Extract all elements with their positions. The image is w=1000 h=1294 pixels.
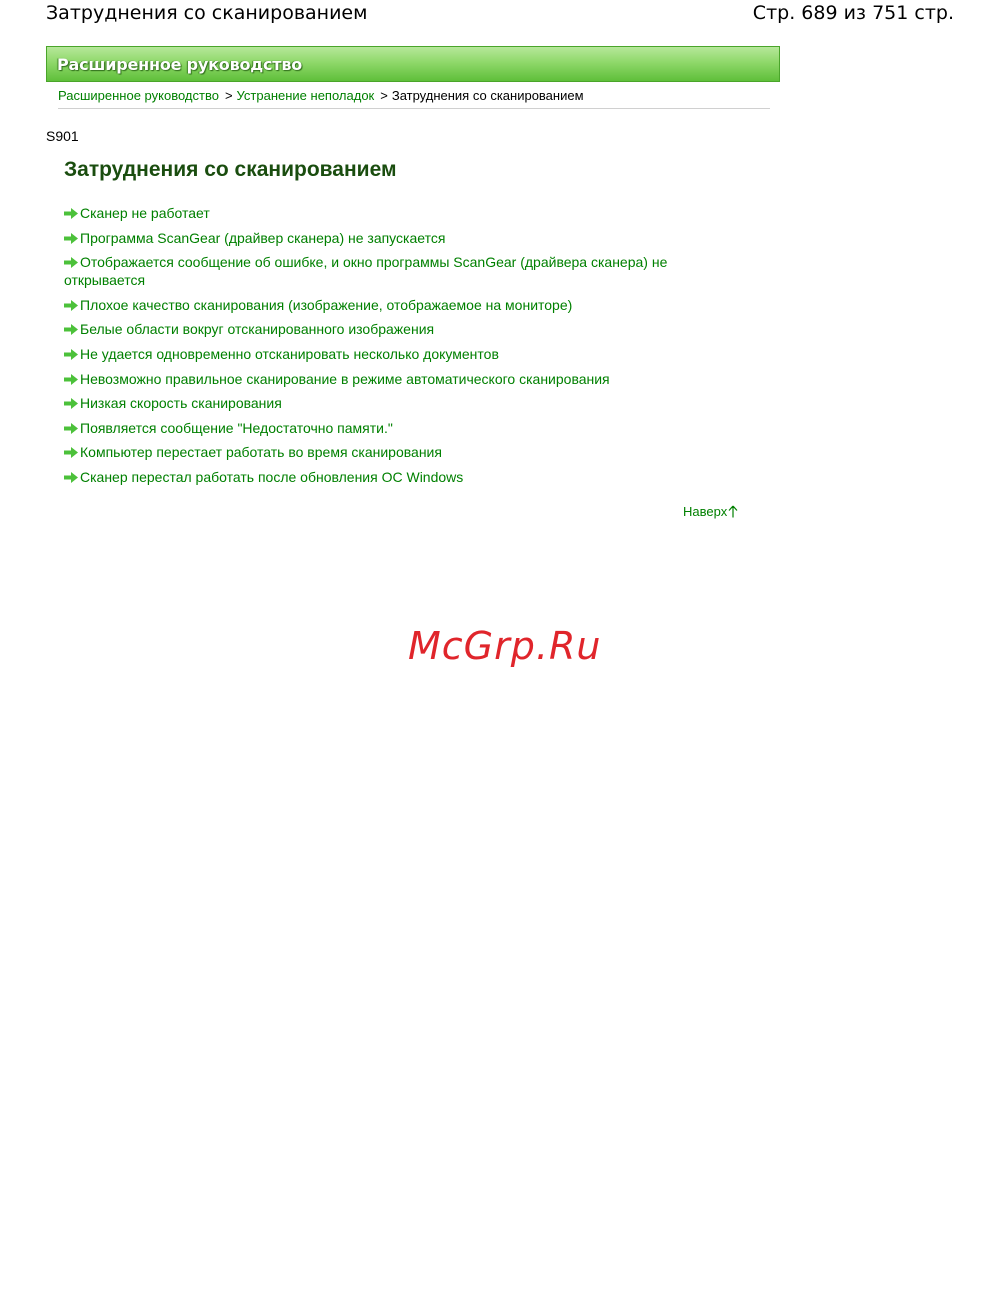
topic-link[interactable]: Программа ScanGear (драйвер сканера) не запускается <box>80 229 446 246</box>
topic-link[interactable]: Плохое качество сканирования (изображение, отображаемое на мониторе) <box>80 296 573 313</box>
list-item <box>64 320 744 338</box>
green-right-arrow-icon <box>64 374 78 385</box>
topic-link[interactable]: Невозможно правильное сканирование в режиме автоматического сканирования <box>80 370 610 387</box>
topic-link[interactable]: Отображается сообщение об ошибке, и окно программы ScanGear (драйвера сканера) не открывается <box>64 254 668 289</box>
green-right-arrow-icon <box>64 208 78 219</box>
green-right-arrow-icon <box>64 233 78 244</box>
back-to-top-link[interactable] <box>683 504 738 519</box>
breadcrumb <box>58 88 584 103</box>
breadcrumb-link-troubleshooting[interactable]: Устранение неполадок <box>236 88 375 103</box>
green-right-arrow-icon <box>64 398 78 409</box>
green-right-arrow-icon <box>64 423 78 434</box>
list-item <box>64 468 744 486</box>
topic-link[interactable]: Не удается одновременно отсканировать несколько документов <box>80 345 499 362</box>
watermark: McGrp.Ru <box>408 624 602 668</box>
banner-title: Расширенное руководство <box>57 55 303 74</box>
green-right-arrow-icon <box>64 324 78 335</box>
topic-link[interactable]: Белые области вокруг отсканированного изображения <box>80 321 435 338</box>
topic-link-list <box>64 204 744 493</box>
green-right-arrow-icon <box>64 349 78 360</box>
topic-link[interactable]: Появляется сообщение "Недостаточно памяти." <box>80 419 393 436</box>
breadcrumb-current: Затруднения со сканированием <box>391 88 584 103</box>
back-to-top-label: Наверх <box>683 504 728 519</box>
topic-link[interactable]: Сканер не работает <box>80 205 210 221</box>
list-item <box>64 229 744 247</box>
list-item <box>64 443 744 461</box>
list-item <box>64 296 744 314</box>
up-arrow-icon <box>728 505 738 518</box>
page-counter: Стр. 689 из 751 стр. <box>752 2 954 24</box>
list-item <box>64 204 744 222</box>
topic-link[interactable]: Низкая скорость сканирования <box>80 395 282 412</box>
breadcrumb-divider <box>58 108 770 109</box>
list-item <box>64 419 744 437</box>
green-right-arrow-icon <box>64 447 78 458</box>
list-item <box>64 370 744 388</box>
topic-link[interactable]: Компьютер перестает работать во время сканирования <box>80 444 442 461</box>
breadcrumb-separator: > <box>380 88 388 103</box>
green-right-arrow-icon <box>64 257 78 268</box>
green-right-arrow-icon <box>64 300 78 311</box>
list-item <box>64 394 744 412</box>
document-code: S901 <box>46 128 79 144</box>
guide-banner <box>46 46 780 82</box>
list-item <box>64 345 744 363</box>
breadcrumb-link-guide[interactable]: Расширенное руководство <box>58 88 219 103</box>
list-item <box>64 253 744 289</box>
topic-link[interactable]: Сканер перестал работать после обновления ОС Windows <box>80 468 464 485</box>
page-header-title: Затруднения со сканированием <box>46 2 368 24</box>
page-title: Затруднения со сканированием <box>64 158 397 181</box>
breadcrumb-separator: > <box>224 88 233 103</box>
green-right-arrow-icon <box>64 472 78 483</box>
